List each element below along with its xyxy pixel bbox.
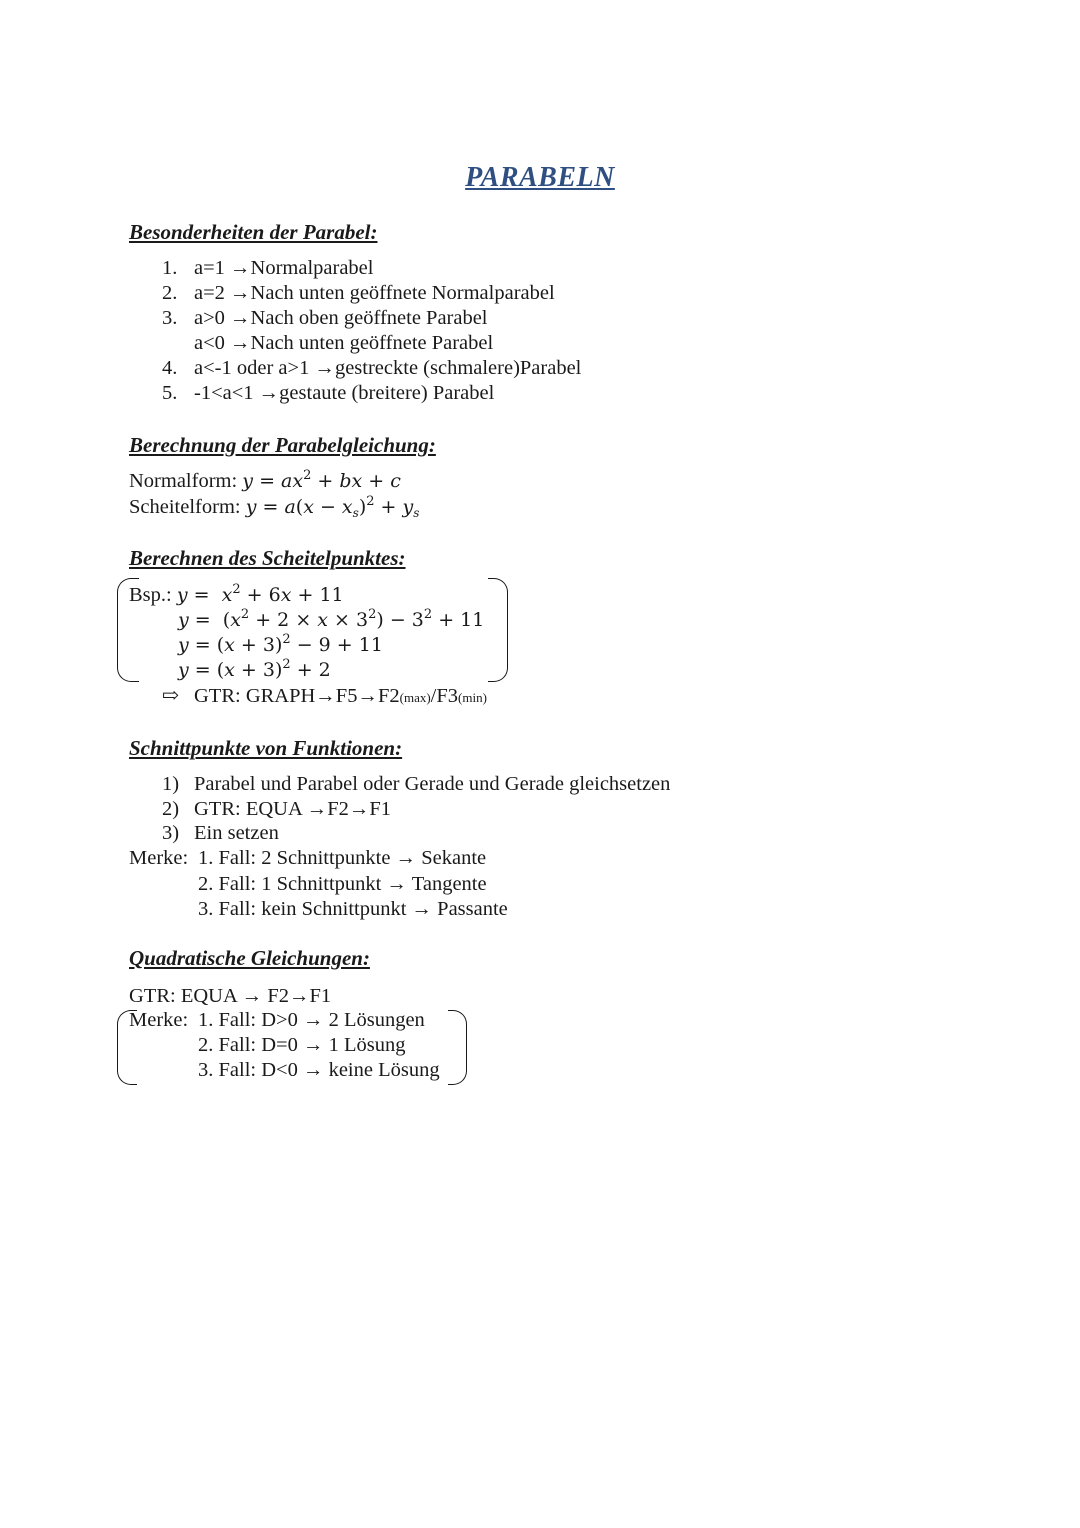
heading-scheitelpunkt: Berechnen des Scheitelpunktes:: [129, 546, 406, 570]
merke-item: 3. Fall: kein Schnittpunkt → Passante: [198, 898, 508, 920]
hollow-arrow-icon: ⇨: [162, 685, 180, 707]
list-item: 3) Ein setzen: [162, 822, 279, 844]
example-line-1: Bsp.: $y = x^2 + 6x + 11$: [129, 582, 344, 606]
scheitelform-line: Scheitelform: $y = a(x - x_s)^2 + y_s$: [129, 494, 420, 520]
merke-item: 2. Fall: 1 Schnittpunkt → Tangente: [198, 873, 487, 895]
merke-item: 3. Fall: D<0 → keine Lösung: [198, 1059, 440, 1081]
merke-item: 2. Fall: D=0 → 1 Lösung: [198, 1034, 406, 1056]
gtr-equa-line: GTR: EQUA → F2→F1: [129, 985, 332, 1007]
example-line-2: $y = (x^2 + 2 \times x \times 3^2) - 3^2 + 11$: [178, 607, 485, 631]
merke-item: 1. Fall: D>0 → 2 Lösungen: [198, 1009, 425, 1031]
heading-berechnung: Berechnung der Parabelgleichung:: [129, 433, 436, 457]
list-item: 5. -1<a<1 →gestaute (breitere) Parabel: [162, 382, 495, 404]
merke-label: Merke:: [129, 1009, 189, 1031]
list-item: 2) GTR: EQUA →F2→F1: [162, 798, 392, 820]
list-item: 1) Parabel und Parabel oder Gerade und Gerade gleichsetzen: [162, 773, 671, 795]
example-line-3: $y = (x + 3)^2 - 9 + 11$: [178, 632, 383, 656]
list-item: 1. a=1 →Normalparabel: [162, 257, 374, 279]
list-item: a<0 →Nach unten geöffnete Parabel: [194, 332, 494, 354]
normalform-formula: $y = ax^2$ + bx + c: [242, 468, 401, 492]
merke-label: Merke:: [129, 847, 189, 869]
list-item: 2. a=2 →Nach unten geöffnete Normalparabel: [162, 282, 555, 304]
merke-item: 1. Fall: 2 Schnittpunkte → Sekante: [198, 847, 487, 869]
example-line-4: $y = (x + 3)^2 + 2$: [178, 657, 331, 681]
normalform-line: Normalform: $y = ax^2$ + bx + c: [129, 468, 401, 492]
right-brace: [488, 578, 508, 682]
list-item: 4. a<-1 oder a>1 →gestreckte (schmalere)Parabel: [162, 357, 582, 379]
heading-schnittpunkte: Schnittpunkte von Funktionen:: [129, 736, 403, 760]
scheitelform-formula: $y = a(x - x_s)^2 + y_s$: [245, 494, 420, 520]
heading-besonderheiten: Besonderheiten der Parabel:: [129, 220, 378, 244]
right-brace: [448, 1010, 467, 1085]
heading-quadratisch: Quadratische Gleichungen:: [129, 946, 370, 970]
list-item: 3. a>0 →Nach oben geöffnete Parabel: [162, 307, 488, 329]
page-title: PARABELN: [465, 162, 615, 193]
gtr-graph-line: ⇨ GTR: GRAPH→F5→F2(max)/F3(min): [162, 685, 487, 707]
